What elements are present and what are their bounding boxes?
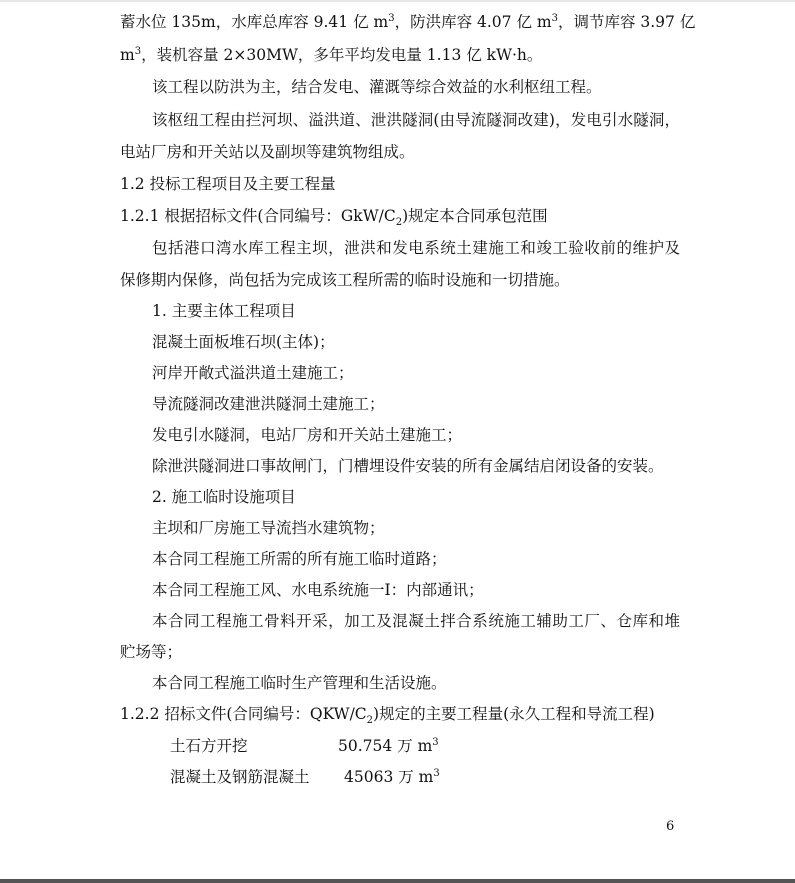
intro-line-2-a: m [120, 46, 135, 64]
heading-1-2: 1.2 投标工程项目及主要工程量 [120, 175, 336, 193]
heading-1-2-2-a: 1.2.2 招标文件(合同编号：QKW/C [120, 705, 367, 723]
para-purpose: 该工程以防洪为主，结合发电、灌溉等综合效益的水利枢纽工程。 [152, 78, 602, 96]
page-number: 6 [666, 819, 675, 834]
page-bottom-edge [0, 879, 795, 883]
heading-1-2-1-a: 1.2.1 根据招标文件(合同编号：GkW/C [120, 207, 396, 225]
intro-line-2-a-sup: 3 [134, 45, 142, 57]
page-top-edge [0, 0, 795, 2]
intro-line-1 [120, 12, 696, 32]
intro-line-1-c: ，调节库容 3.97 亿 [557, 13, 696, 31]
quantity-value [338, 736, 439, 756]
intro-line-2-b: ，装机容量 2×30MW，多年平均发电量 1.13 亿 kW·h。 [141, 46, 543, 64]
intro-line-2 [120, 45, 680, 65]
quantity-name: 土石方开挖 [170, 737, 248, 755]
quantity-unit-sup: 3 [432, 736, 439, 748]
para-components-line-2: 电站厂房和开关站以及副坝等建筑物组成。 [120, 143, 415, 161]
intro-line-1-b-sup: 3 [551, 12, 558, 24]
intro-line-1-b: ，防洪库容 4.07 亿 m [394, 13, 552, 31]
heading-1-2-2 [120, 704, 680, 727]
quantity-value-text: 45063 万 m [344, 768, 434, 786]
list-temp-item-last: 本合同工程施工临时生产管理和生活设施。 [152, 674, 447, 692]
list-main-title: 1. 主要主体工程项目 [152, 302, 296, 320]
list-main-item: 河岸开敞式溢洪道土建施工； [152, 364, 354, 382]
list-main-item: 混凝土面板堆石坝(主体)； [152, 333, 335, 351]
quantity-unit-sup: 3 [433, 767, 440, 779]
list-temp-title: 2. 施工临时设施项目 [152, 488, 296, 506]
list-main-item: 发电引水隧洞，电站厂房和开关站土建施工； [152, 426, 463, 444]
list-temp-item: 本合同工程施工所需的所有施工临时道路； [152, 550, 447, 568]
list-temp-item-aggregate-line-2: 贮场等； [120, 643, 183, 661]
heading-1-2-1-b: )规定本合同承包范围 [402, 207, 548, 225]
list-main-item: 除泄洪隧洞进口事故闸门，门槽埋设件安装的所有金属结启闭设备的安装。 [152, 457, 664, 475]
list-temp-item-aggregate-line-1: 本合同工程施工骨料开采，加工及混凝土拌合系统施工辅助工厂、仓库和堆 [152, 612, 680, 630]
heading-1-2-1-sub: 2 [395, 217, 403, 229]
quantity-value-text: 50.754 万 m [338, 737, 433, 755]
heading-1-2-2-b: )规定的主要工程量(永久工程和导流工程) [373, 705, 655, 723]
list-main-item: 导流隧洞改建泄洪隧洞土建施工； [152, 395, 385, 413]
para-scope-line-1: 包括港口湾水库工程主坝，泄洪和发电系统土建施工和竣工验收前的维护及 [152, 239, 680, 257]
para-components-line-1: 该枢纽工程由拦河坝、溢洪道、泄洪隧洞(由导流隧洞改建)，发电引水隧洞， [152, 111, 680, 129]
para-scope-line-2: 保修期内保修，尚包括为完成该工程所需的临时设施和一切措施。 [120, 271, 570, 289]
list-temp-item: 主坝和厂房施工导流挡水建筑物； [152, 519, 385, 537]
heading-1-2-1 [120, 206, 680, 229]
intro-line-1-a: 蓄水位 135m，水库总库容 9.41 亿 m [120, 13, 389, 31]
quantity-value [344, 767, 440, 787]
intro-line-1-a-sup: 3 [388, 12, 395, 24]
quantity-name: 混凝土及钢筋混凝土 [170, 768, 310, 786]
heading-1-2-2-sub: 2 [366, 715, 374, 727]
list-temp-item: 本合同工程施工风、水电系统施一I：内部通讯； [152, 581, 484, 599]
